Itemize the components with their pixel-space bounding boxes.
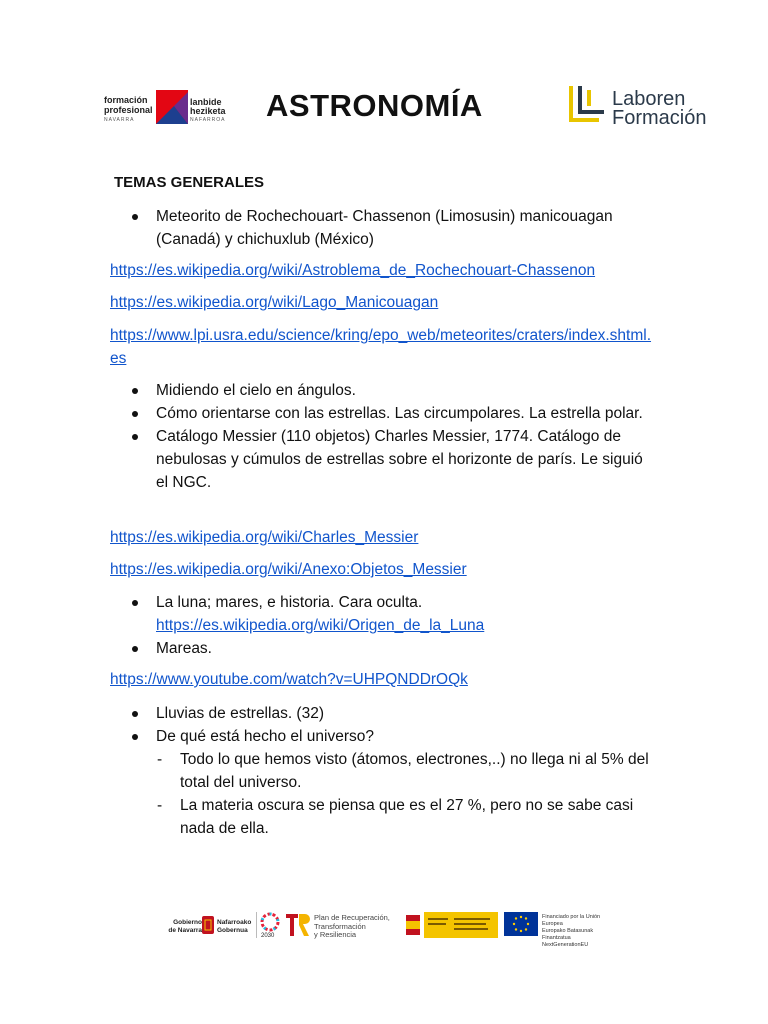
bullet-icon xyxy=(132,734,138,740)
nafarroa-line2: Gobernua xyxy=(217,926,248,934)
list-item xyxy=(0,205,768,251)
laboren-formacion-logo xyxy=(566,84,716,130)
sub-list-item xyxy=(0,794,768,840)
list-item-text: Meteorito de Rochechouart- Chassenon (Limosusin) manicouagan (Canadá) y chichuxlub (México) xyxy=(156,208,613,248)
plan-line2: Transformación xyxy=(314,921,366,931)
laboren-logo-text xyxy=(612,90,706,128)
list-item xyxy=(0,379,768,402)
fp-logo-sub: NAVARRA xyxy=(104,117,135,123)
agenda-year: 2030 xyxy=(261,933,275,939)
bullet-icon xyxy=(132,646,138,652)
gobierno-espana-icon xyxy=(402,912,498,938)
agenda-2030-icon xyxy=(260,912,280,932)
gobierno-line1: Gobierno xyxy=(173,919,202,926)
navarra-shield-icon xyxy=(202,914,214,936)
list-item-text: Lluvias de estrellas. (32) xyxy=(156,705,324,722)
eu-line3: NextGenerationEU xyxy=(542,942,589,948)
link-charles-messier[interactable]: https://es.wikipedia.org/wiki/Charles_Messier xyxy=(110,529,419,546)
bullet-list-3 xyxy=(0,591,768,660)
list-item-text: Midiendo el cielo en ángulos. xyxy=(156,382,356,399)
plan-line1: Plan de Recuperación, xyxy=(314,913,390,922)
link-youtube-video[interactable]: https://www.youtube.com/watch?v=UHPQNDDrOQk xyxy=(110,671,468,688)
fp-logo-text xyxy=(104,95,153,125)
bullet-icon xyxy=(132,434,138,440)
page-title: ASTRONOMÍA xyxy=(266,88,483,123)
lb-logo-line1: lanbide xyxy=(190,97,222,107)
nafarroa-line1: Nafarroako xyxy=(217,919,252,926)
eu-flag-icon xyxy=(504,912,538,936)
list-item-text: Mareas. xyxy=(156,640,212,657)
link-objetos-messier[interactable]: https://es.wikipedia.org/wiki/Anexo:Objetos_Messier xyxy=(110,561,467,578)
laboren-mark-icon xyxy=(566,84,606,128)
plan-recuperacion-text xyxy=(314,914,390,940)
lb-logo-text xyxy=(190,98,226,125)
plan-line3: y Resiliencia xyxy=(314,930,357,939)
gobierno-line2: de Navarra xyxy=(168,926,202,934)
bullet-icon xyxy=(132,711,138,717)
gobierno-navarra-text xyxy=(168,919,202,934)
section-heading: TEMAS GENERALES xyxy=(114,174,265,191)
dash-icon: - xyxy=(157,751,163,768)
bullet-icon xyxy=(132,600,138,606)
fp-logo-line2: profesional xyxy=(104,105,153,115)
link-lago-manicouagan[interactable]: https://es.wikipedia.org/wiki/Lago_Manicouagan xyxy=(110,294,439,311)
bullet-list-1 xyxy=(0,205,768,251)
dash-icon: - xyxy=(157,797,163,814)
bullet-list-4 xyxy=(0,702,768,840)
laboren-logo-line1: Laboren xyxy=(612,88,686,110)
link-lpi-craters[interactable]: https://www.lpi.usra.edu/science/kring/epo_web/meteorites/craters/index.shtml.es xyxy=(110,327,652,367)
sub-list-item xyxy=(0,748,768,794)
fp-square-icon xyxy=(156,90,188,124)
list-item-text: De qué está hecho el universo? xyxy=(156,728,375,745)
nafarroako-gobernua-text xyxy=(217,919,251,934)
eu-line2: Europako Batasunak Finantzatua xyxy=(542,928,594,941)
bullet-icon xyxy=(132,388,138,394)
list-item xyxy=(0,402,768,425)
sub-list-item-text: Todo lo que hemos visto (átomos, electrones,..) no llega ni al 5% del total del universo. xyxy=(180,751,649,791)
link-origen-luna[interactable]: https://es.wikipedia.org/wiki/Origen_de_la_Luna xyxy=(156,617,485,634)
formacion-profesional-logo xyxy=(104,88,230,132)
lb-logo-line2: heziketa xyxy=(190,106,226,116)
fp-logo-line1: formación xyxy=(104,95,148,105)
bullet-icon xyxy=(132,411,138,417)
bullet-icon xyxy=(132,214,138,220)
list-item xyxy=(0,425,768,494)
list-item-text: La luna; mares, e historia. Cara oculta. xyxy=(156,594,423,611)
eu-funding-text xyxy=(542,914,620,949)
laboren-logo-line2: Formación xyxy=(612,107,707,129)
lb-logo-sub: NAFARROA xyxy=(190,117,226,123)
sub-list-item-text: La materia oscura se piensa que es el 27 %, pero no se sabe casi nada de ella. xyxy=(180,797,634,837)
list-item xyxy=(0,591,768,637)
link-rochechouart[interactable]: https://es.wikipedia.org/wiki/Astroblema_de_Rochechouart-Chassenon xyxy=(110,262,596,279)
footer-divider xyxy=(256,912,257,938)
footer-funding-logos xyxy=(160,906,620,946)
list-item-text: Catálogo Messier (110 objetos) Charles Messier, 1774. Catálogo de nebulosas y cúmulos de estrellas sobre el horizonte de parís. Le siguió el NGC. xyxy=(156,428,643,491)
bullet-list-2 xyxy=(0,379,768,494)
list-item xyxy=(0,637,768,660)
list-item-text: Cómo orientarse con las estrellas. Las circumpolares. La estrella polar. xyxy=(156,405,643,422)
list-item xyxy=(0,725,768,748)
list-item xyxy=(0,702,768,725)
plan-recuperacion-icon xyxy=(286,912,310,938)
eu-line1: Financiado por la Unión Europea xyxy=(542,914,601,927)
